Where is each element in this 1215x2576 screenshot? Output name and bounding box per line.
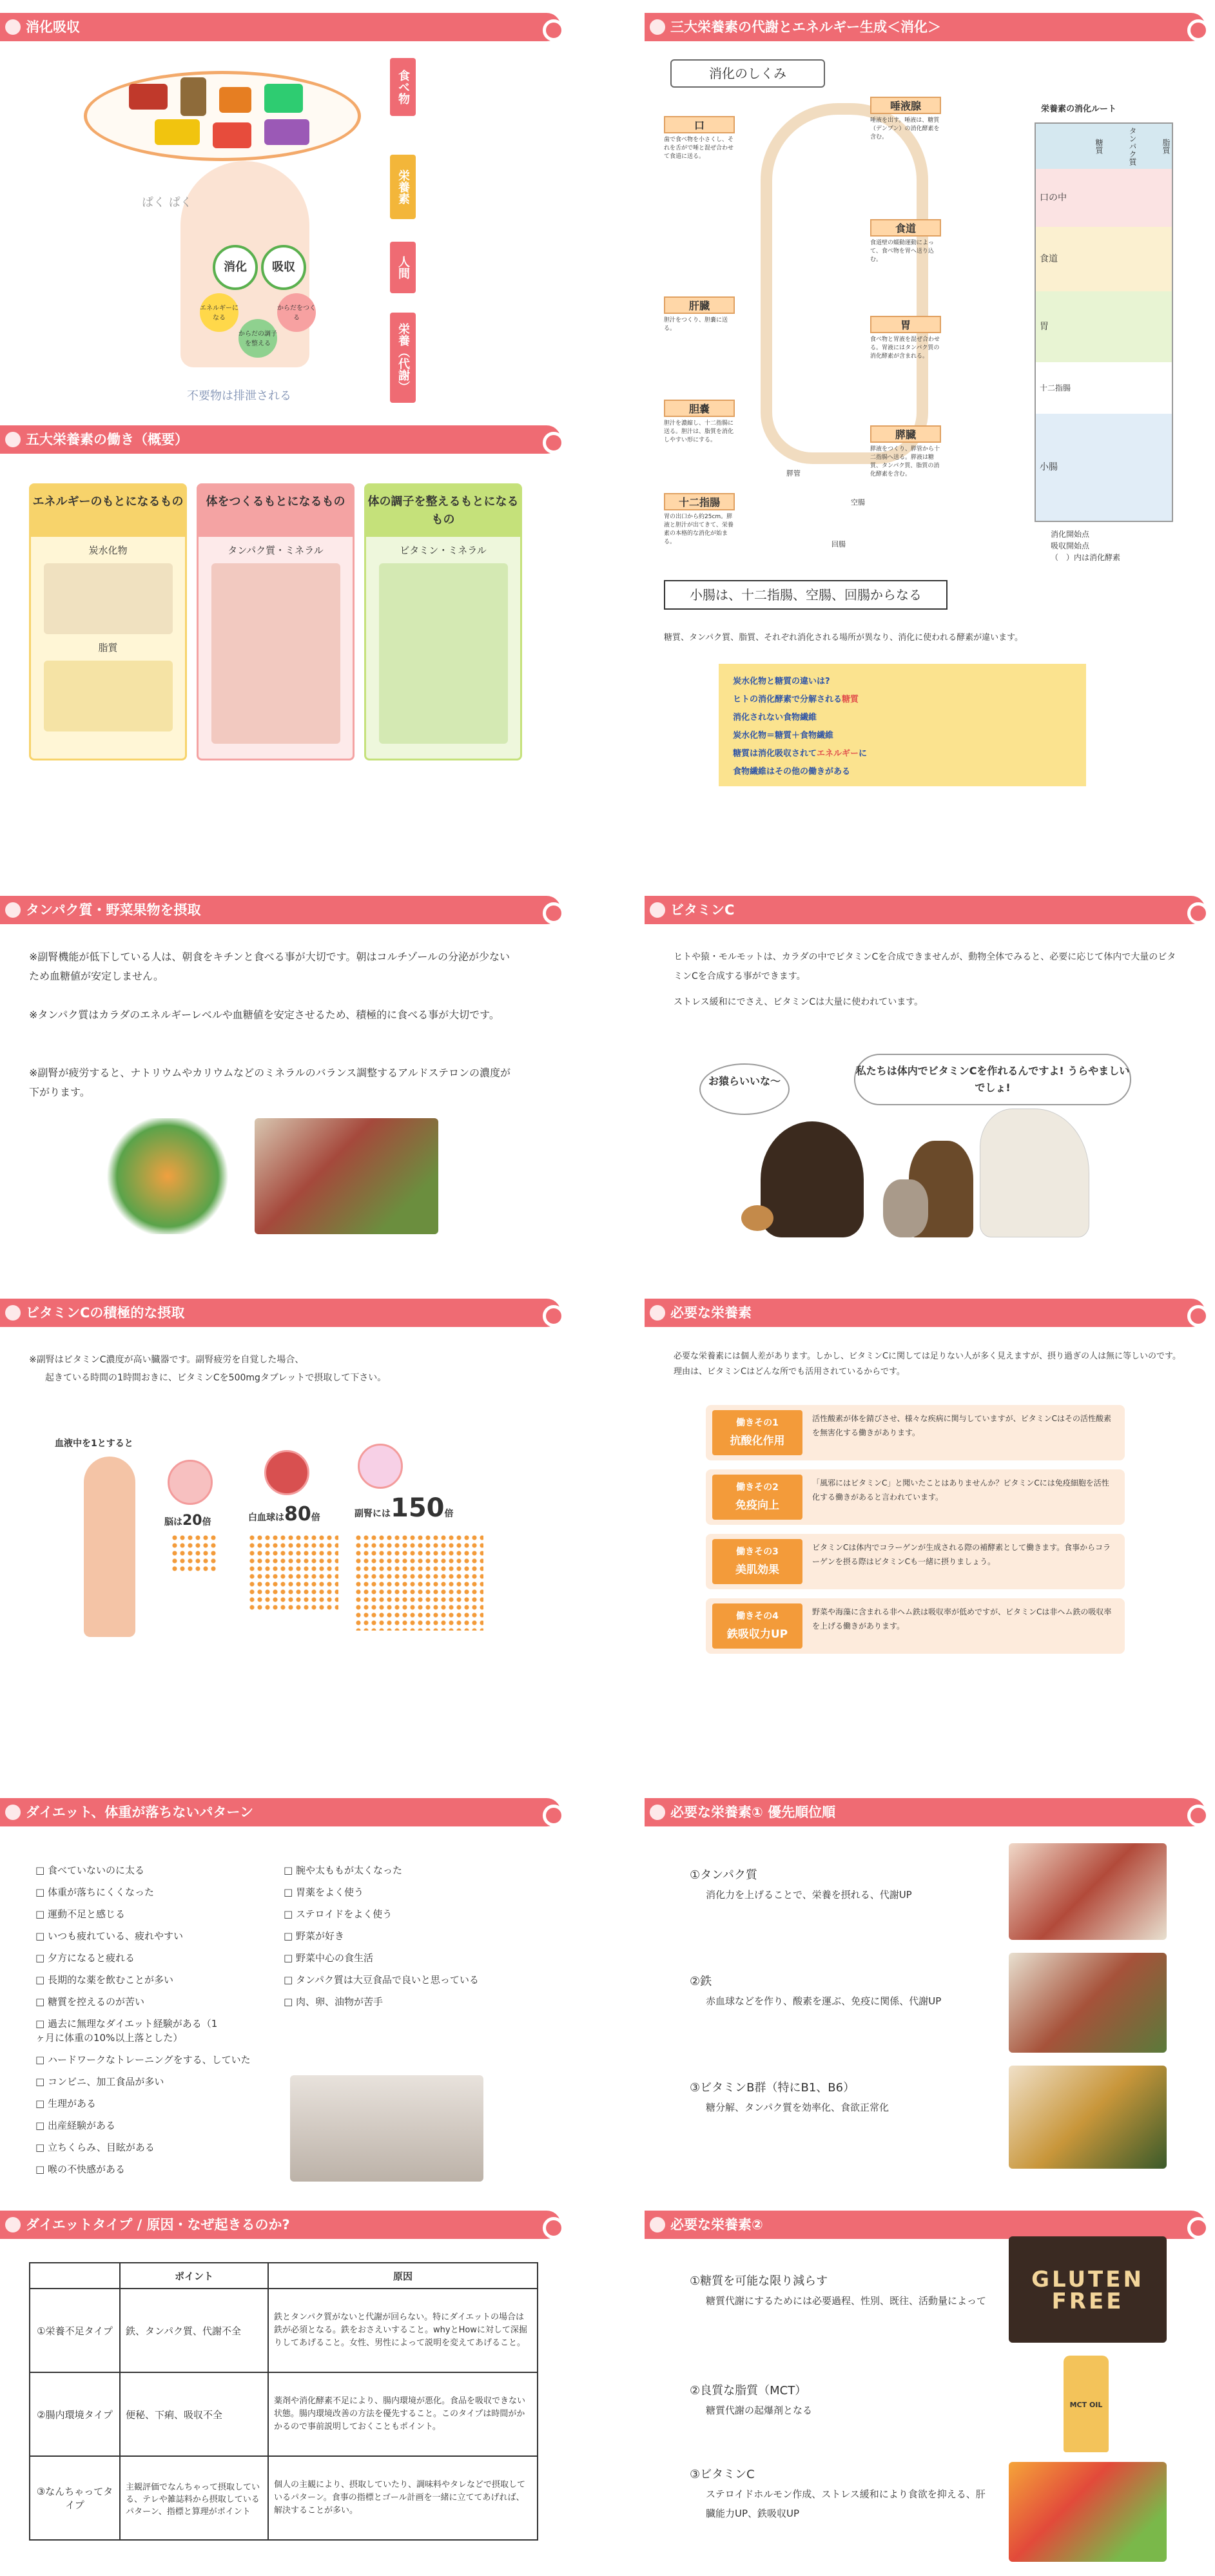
slide-vitamin-c [645, 896, 1215, 1257]
body-line: ヒトや猿・モルモットは、カラダの中でビタミンCを合成できませんが、動物全体でみると、必要に応じて体内で大量のビタミンCを合成する事ができます。 [674, 952, 1176, 982]
slide-title: 消化吸収 [0, 13, 561, 41]
check-item[interactable]: □ 過去に無理なダイエット経験がある（1ヶ月に体重の10%以上落とした） [35, 2013, 222, 2049]
benefit-item: 働きその3 美肌効果 ビタミンCは体内でコラーゲンが生成される際の補酵素として働きます。食事からコラーゲンを摂る際はビタミンCも一緒に摂りましょう。 [706, 1534, 1125, 1589]
body-line: ※副腎機能が低下している人は、朝食をキチンと食べる事が大切です。朝はコルチゾールの分泌が少ないため血糖値が安定しません。 [29, 951, 510, 982]
nutrient-col-energy [29, 483, 187, 760]
guinea-pig-image [741, 1205, 773, 1231]
cheese-icon [155, 119, 200, 145]
organ-mouth: 口 歯で食べ物を小さくし、それを舌がで唾と混ぜ合わせて食道に送る。 [664, 116, 735, 161]
checklist-left [35, 1859, 280, 2180]
body-line: ※副腎はビタミンC濃度が高い臓器です。副腎疲労を自覚した場合、 [29, 1355, 304, 1365]
body-line: ※タンパク質はカラダのエネルギーレベルや血糖値を安定させるため、積極的に食べる事が大切です。 [29, 1009, 500, 1021]
meat-icon [129, 84, 168, 110]
tired-person-photo [290, 2075, 483, 2182]
slide-title: ダイエット、体重が落ちないパターン [0, 1798, 561, 1826]
vegetable-icon [219, 87, 251, 113]
digestive-tract [761, 103, 928, 464]
vitamin-foods [379, 563, 508, 744]
check-item[interactable]: □ 食べていないのに太る [35, 1859, 280, 1881]
table-row: ②腸内環境タイプ 便秘、下痢、吸収不全 薬剤や消化酵素不足により、腸内環境が悪化。食品を吸収できない状態。腸内環境改善の方法を優先すること。このタイプは時間がかかるので事前説明しておくこともポイント。 [30, 2372, 538, 2456]
slide-title: タンパク質・野菜果物を摂取 [0, 896, 561, 924]
bottle-icon [180, 77, 206, 116]
check-item[interactable]: □ タンパク質は大豆食品で良いと思っている [284, 1969, 529, 1991]
col-item: タンパク質・ミネラル [228, 545, 324, 556]
nutrient-col-body [197, 483, 355, 760]
check-item[interactable]: □ 夕方になると疲れる [35, 1947, 280, 1969]
route-table: 糖質 タンパク質 脂質 口の中 食道 胃 十二指腸 小腸 [1035, 122, 1173, 522]
organ-pancreas: 膵臓 膵液をつくり、膵管から十二指腸へ送る。膵液は糖質、タンパク質、脂質の消化酵素を含む。 [870, 425, 941, 479]
item-desc: 糖質代謝の起爆剤となる [706, 2405, 813, 2416]
item-name: ①糖質を可能な限り減らす [690, 2274, 828, 2288]
label-nutrient: 栄養素 [390, 155, 416, 219]
excrete-text: 不要物は排泄される [187, 389, 291, 403]
mct-oil-photo: MCT OIL [1064, 2356, 1109, 2452]
body-line: ストレス緩和にでさえ、ビタミンCは大量に使われています。 [674, 997, 924, 1007]
monkey-bubble: お猿らいいな～ [699, 1063, 790, 1115]
body-figure [84, 1457, 135, 1637]
small-intestine-caption: 小腸は、十二指腸、空腸、回腸からなる [664, 580, 948, 610]
table-row: ③なんちゃってタイプ 主観評価でなんちゃって摂取している、テレや雑誌料から摂取しているパターン、指標と算理がポイント 個人の主観により、摂取していたり、調味料やタレなどで摂取しているパターン。食事の指標とゴール計画を一緒に立ててあげれば、解決することが多い。 [30, 2456, 538, 2540]
organ-liver: 肝臓 胆汁をつくり、胆嚢に送る。 [664, 296, 735, 333]
leukocyte-ratio: 白血球は80倍 [248, 1503, 320, 1525]
item-desc: 消化力を上げることで、栄養を摂れる、代謝UP [706, 1889, 912, 1901]
col-item: 脂質 [98, 642, 118, 654]
dots-adrenal [355, 1534, 483, 1631]
protein-foods-photo [1009, 1843, 1167, 1940]
organ-salivary: 唾液腺 唾液を出す。唾液は、糖質（デンプン）の消化酵素を含む。 [870, 97, 941, 142]
slide-diet-patterns [0, 1798, 570, 2198]
cat-image [883, 1179, 928, 1237]
checklist-right [284, 1859, 529, 2013]
vitamin-b-foods-photo [1009, 2066, 1167, 2169]
slide-needed-nutrients-2 [645, 2211, 1215, 2571]
benefit-item: 働きその2 免疫向上 「風邪にはビタミンC」と聞いたことはありませんか？ビタミンCには免疫細胞を活性化する働きがあると言われています。 [706, 1469, 1125, 1525]
col-head: エネルギーのもとになるもの [31, 485, 185, 537]
brain-icon [168, 1460, 213, 1505]
check-item[interactable]: □ 生理がある [35, 2093, 280, 2115]
part-label: 回腸 [831, 540, 846, 548]
adrenal-icon [358, 1444, 403, 1489]
item-desc: 糖質代謝にするためには必要過程、性別、既往、活動量によって [706, 2295, 987, 2307]
check-item[interactable]: □ コンビニ、加工食品が多い [35, 2071, 280, 2093]
check-item[interactable]: □ 野菜中心の食生活 [284, 1947, 529, 1969]
part-label: 空腸 [851, 498, 865, 507]
item-name: ②鉄 [690, 1975, 712, 1988]
absorption-circle: 吸収 [261, 245, 306, 290]
apple-icon [213, 122, 251, 148]
eggplant-icon [264, 119, 309, 145]
dots-brain [171, 1534, 216, 1573]
check-item[interactable]: □ 立ちくらみ、目眩がある [35, 2136, 280, 2158]
item-name: ③ビタミンC [690, 2468, 755, 2481]
check-item[interactable]: □ いつも疲れている、疲れやすい [35, 1925, 280, 1947]
check-item[interactable]: □ 運動不足と感じる [35, 1903, 280, 1925]
item-name: ①タンパク質 [690, 1868, 757, 1882]
check-item[interactable]: □ ハードワークなトレーニングをする、していた [35, 2049, 280, 2071]
slide-title: 必要な栄養素② [645, 2211, 1205, 2239]
slide-five-nutrients [0, 425, 570, 786]
check-item[interactable]: □ 喉の不快感がある [35, 2158, 280, 2180]
carb-sugar-box: 炭水化物と糖質の違いは? ヒトの消化酵素で分解される糖質 消化されない食物繊維 炭水化物＝糖質＋食物繊維 糖質は消化吸収されてエネルギーに 食物繊維はその他の働きがある [719, 664, 1086, 786]
check-item[interactable]: □ 野菜が好き [284, 1925, 529, 1947]
slide-title: ビタミンC [645, 896, 1205, 924]
item-desc: 赤血球などを作り、酸素を運ぶ、免疫に関係、代謝UP [706, 1995, 942, 2007]
legend-digestion-start: 消化開始点 [1051, 530, 1090, 539]
organ-stomach: 胃 食べ物と胃液を混ぜ合わせる。胃液にはタンパク質の消化酵素が含まれる。 [870, 316, 941, 361]
item-desc: ステロイドホルモン作成、ストレス緩和により食欲を抑える、肝臓能力UP、鉄吸収UP [706, 2488, 986, 2519]
energy-star: エネルギーになる [200, 293, 238, 332]
meat-photo [255, 1118, 438, 1234]
check-item[interactable]: □ 腕や太ももが太くなった [284, 1859, 529, 1881]
adrenal-ratio: 副腎には150倍 [355, 1493, 454, 1523]
dots-leukocyte [248, 1534, 338, 1611]
check-item[interactable]: □ 肉、卵、油物が苦手 [284, 1991, 529, 2013]
item-name: ②良質な脂質（MCT） [690, 2384, 807, 2397]
vegetable-icon [264, 84, 303, 113]
condition-star: からだの調子を整える [238, 319, 277, 358]
item-desc: 糖分解、タンパク質を効率化、食欲正常化 [706, 2102, 889, 2113]
slide-title: 三大栄養素の代謝とエネルギー生成＜消化＞ [645, 13, 1205, 41]
mechanism-label: 消化のしくみ [670, 59, 825, 88]
check-item[interactable]: □ 胃薬をよく使う [284, 1881, 529, 1903]
blood-base: 血液中を1とすると [55, 1438, 133, 1449]
col-head: 体の調子を整えるもとになるもの [366, 485, 520, 537]
item-name: ③ビタミンB群（特にB1、B6） [690, 2081, 855, 2095]
intro: 必要な栄養素には個人差があります。しかし、ビタミンCに関しては足りない人が多く見えますが、摂り過ぎの人は無に等しいのです。理由は、ビタミンCはどんな所でも活用されているからです。 [674, 1351, 1181, 1377]
slide-title: ダイエットタイプ / 原因・なぜ起きるのか? [0, 2211, 561, 2239]
digestion-note: 糖質、タンパク質、脂質、それぞれ消化される場所が異なり、消化に使われる酵素が違います。 [664, 633, 1024, 643]
slide-title: 必要な栄養素 [645, 1299, 1205, 1327]
benefit-item: 働きその1 抗酸化作用 活性酸素が体を錆びさせ、様々な疾病に関与していますが、ビタミンCはその活性酸素を無害化する働きがあります。 [706, 1405, 1125, 1460]
organ-duodenum: 十二指腸 胃の出口から約25cm。膵液と胆汁が出てきて、栄養素の本格的な消化が始まる。 [664, 493, 735, 547]
slide-digestion [0, 13, 570, 412]
blood-cell-icon [264, 1450, 309, 1495]
paku-text: ぱく ぱく [142, 196, 192, 209]
iron-foods-photo [1009, 1953, 1167, 2053]
slide-title: 五大栄養素の働き（概要） [0, 425, 561, 454]
gluten-free-photo: GLUTEN FREE [1009, 2236, 1167, 2343]
slide-title: ビタミンCの積極的な摂取 [0, 1299, 561, 1327]
vitamin-c-foods-photo [1009, 2462, 1167, 2562]
organ-esophagus: 食道 食道壁の蠕動運動によって、食べ物を胃へ送り込む。 [870, 219, 941, 264]
brain-ratio: 脳は20倍 [164, 1513, 211, 1529]
vegetables-photo [106, 1118, 229, 1234]
table-row: ①栄養不足タイプ 鉄、タンパク質、代謝不全 鉄とタンパク質がないと代謝が回らない。特にダイエットの場合は鉄が必須となる。鉄をおさえいすること。whyとHowに対して深掘りしてあげること。女性、男性によって説明を変えてあげること。 [30, 2289, 538, 2372]
slide-diet-types [0, 2211, 570, 2571]
digestion-circle: 消化 [213, 245, 258, 290]
label-human: 人間 [390, 242, 416, 293]
label-food: 食べ物 [390, 58, 416, 116]
slide-needed-nutrients [645, 1299, 1215, 1660]
fat-foods [44, 661, 173, 731]
legend-absorption-start: 吸収開始点 [1051, 541, 1090, 550]
carb-foods [44, 563, 173, 634]
check-item[interactable]: □ ステロイドをよく使う [284, 1903, 529, 1925]
check-item[interactable]: □ 糖質を控えるのが苦い [35, 1991, 280, 2013]
part-label: 膵管 [786, 469, 801, 478]
nutrient-col-condition [364, 483, 522, 760]
col-item: 炭水化物 [88, 545, 128, 556]
protein-foods [211, 563, 340, 744]
benefit-item: 働きその4 鉄吸収力UP 野菜や海藻に含まれる非ヘム鉄は吸収率が低めですが、ビタミンCは非ヘム鉄の吸収率を上げる働きがあります。 [706, 1598, 1125, 1654]
check-item[interactable]: □ 出産経験がある [35, 2115, 280, 2136]
check-item[interactable]: □ 長期的な薬を飲むことが多い [35, 1969, 280, 1991]
route-title: 栄養素の消化ルート [1041, 104, 1117, 114]
body-star: からだをつくる [277, 293, 316, 332]
chimpanzee-image [761, 1121, 864, 1237]
diet-type-table: ポイント 原因 ①栄養不足タイプ 鉄、タンパク質、代謝不全 鉄とタンパク質がないと代謝が回らない。特にダイエットの場合は鉄が必須となる。鉄をおさえいすること。whyとHowに対して深掘りしてあげること。女性、男性によって説明を変えてあげること。 ②腸内環境タイプ 便秘、下痢、吸収不全 薬剤や消化酵素不足により、腸内環境が悪化。食品を吸収できない状態。腸内環境改善の方法を優先すること。このタイプは時間がかかるので事前説明しておくこともポイント。 ③なんちゃってタイプ 主観評価でなんちゃって摂取している、テレや雑誌料から摂取しているパターン、指標と算理がポイント 個人の主観により、摂取していたり、調味料やタレなどで摂取しているパターン。食事の指標とゴール計画を一緒に立ててあげれば、解決することが多い。 [29, 2262, 538, 2541]
organ-gallbladder: 胆嚢 胆汁を濃縮し、十二指腸に送る。胆汁は、脂質を消化しやすい形にする。 [664, 400, 735, 445]
legend-enzyme: （ ）内は消化酵素 [1051, 553, 1121, 562]
col-item: ビタミン・ミネラル [400, 545, 487, 556]
slide-digestion-mechanism [645, 13, 1215, 786]
body-line: 起きている時間の1時間おきに、ビタミンCを500mgタブレットで摂取して下さい。 [45, 1373, 387, 1383]
slide-vitamin-c-intake [0, 1299, 570, 1660]
body-line: ※副腎が疲労すると、ナトリウムやカリウムなどのミネラルのバランス調整するアルドステロンの濃度が下がります。 [29, 1067, 511, 1098]
check-item[interactable]: □ 体重が落ちにくくなった [35, 1881, 280, 1903]
slide-needed-nutrients-1 [645, 1798, 1215, 2198]
animals-bubble: 私たちは体内でビタミンCを作れるんですよ! うらやましいでしょ! [854, 1054, 1131, 1105]
slide-title: 必要な栄養素① 優先順位順 [645, 1798, 1205, 1826]
label-metabolism: 栄養（代謝） [390, 313, 416, 403]
col-head: 体をつくるもとになるもの [199, 485, 353, 537]
goat-image [980, 1109, 1089, 1237]
slide-protein-vegetables [0, 896, 570, 1257]
